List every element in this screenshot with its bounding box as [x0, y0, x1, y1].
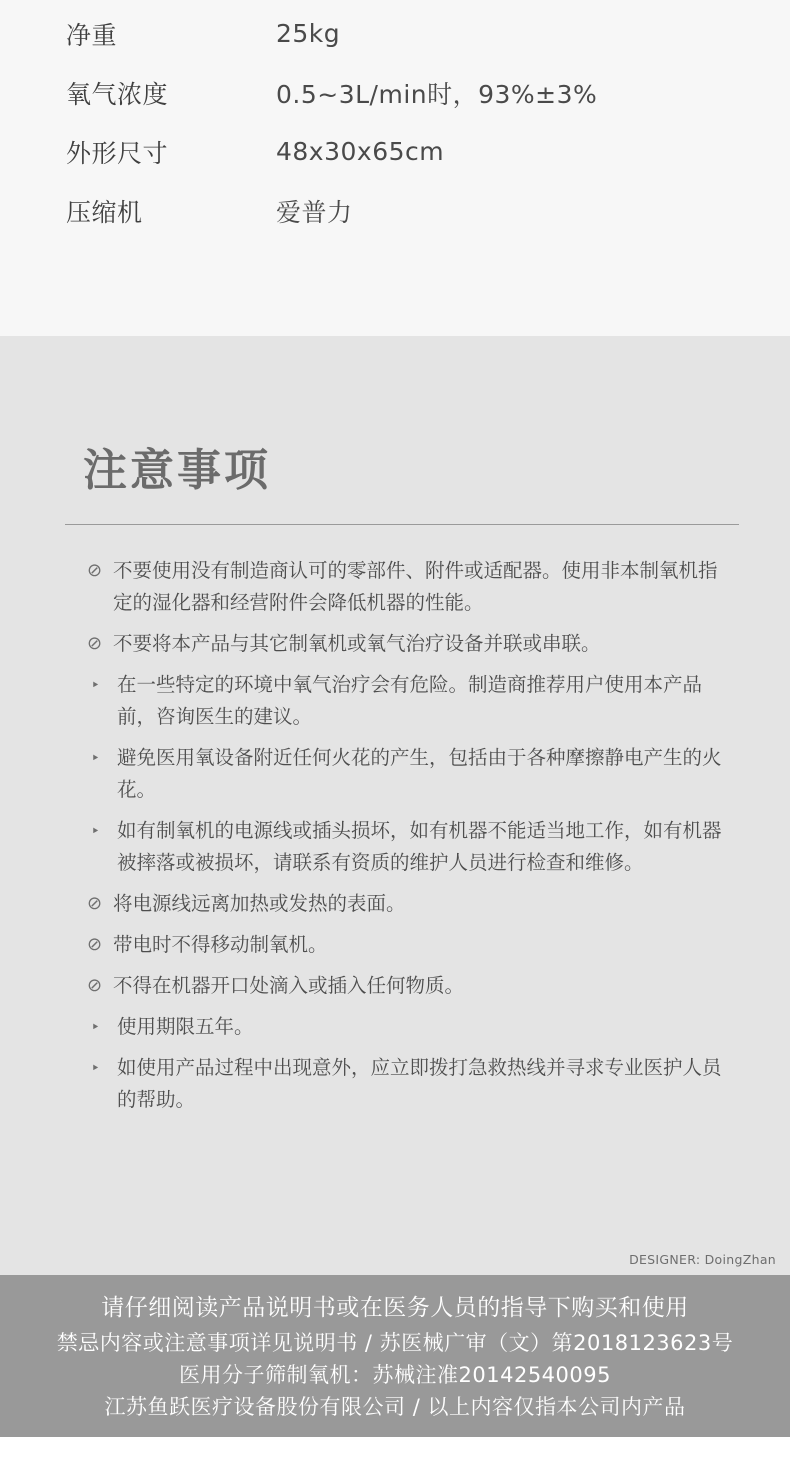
- spec-label: 氧气浓度: [66, 79, 169, 109]
- footer-line: 请仔细阅读产品说明书或在医务人员的指导下购买和使用: [101, 1295, 689, 1321]
- no-entry-icon: ⊘: [87, 934, 103, 955]
- list-item: [87, 970, 725, 1002]
- spec-value: 爱普力: [276, 197, 353, 227]
- list-item-text: 避免医用氧设备附近任何火花的产生，包括由于各种摩擦静电产生的火花。: [117, 746, 722, 801]
- list-item-text: 带电时不得移动制氧机。: [113, 933, 328, 956]
- arrow-icon: ‣: [91, 1059, 100, 1077]
- specification-section: [0, 0, 790, 336]
- no-entry-icon: ⊘: [87, 975, 103, 996]
- spec-label: 外形尺寸: [66, 138, 169, 168]
- list-item: [87, 1011, 725, 1043]
- list-item: [87, 929, 725, 961]
- arrow-icon: ‣: [91, 822, 100, 840]
- specification-table: [0, 4, 790, 240]
- spec-label: 净重: [66, 20, 118, 50]
- list-item-text: 如有制氧机的电源线或插头损坏，如有机器不能适当地工作，如有机器被摔落或被损坏，请联系有资质的维护人员进行检查和维修。: [117, 819, 722, 874]
- list-item-text: 将电源线远离加热或发热的表面。: [113, 892, 406, 915]
- notice-inner: [65, 434, 725, 1116]
- list-item-text: 不要使用没有制造商认可的零部件、附件或适配器。使用非本制氧机指定的湿化器和经营附件会降低机器的性能。: [113, 559, 718, 614]
- arrow-icon: ‣: [91, 749, 100, 767]
- arrow-icon: ‣: [91, 676, 100, 694]
- no-entry-icon: ⊘: [87, 633, 103, 654]
- footer-line: 医用分子筛制氧机：苏械注准20142540095: [179, 1363, 611, 1387]
- no-entry-icon: ⊘: [87, 893, 103, 914]
- designer-credit: DESIGNER: DoingZhan: [629, 1252, 776, 1267]
- spec-value: 48x30x65cm: [276, 137, 445, 166]
- spec-value: 0.5~3L/min时，93%±3%: [276, 79, 598, 109]
- list-item-text: 使用期限五年。: [117, 1015, 254, 1038]
- table-row: [0, 4, 790, 63]
- section-spacer: [0, 240, 790, 336]
- list-item: [87, 888, 725, 920]
- list-item: [87, 669, 725, 733]
- arrow-icon: ‣: [91, 1018, 100, 1036]
- spec-value: 25kg: [276, 19, 341, 48]
- divider: [65, 524, 739, 525]
- list-item: [87, 1052, 725, 1116]
- list-item-text: 在一些特定的环境中氧气治疗会有危险。制造商推荐用户使用本产品前，咨询医生的建议。: [117, 673, 703, 728]
- list-item: [87, 815, 725, 879]
- page-title: 注意事项: [83, 445, 271, 496]
- list-item-text: 不要将本产品与其它制氧机或氧气治疗设备并联或串联。: [113, 632, 601, 655]
- table-row: [0, 181, 790, 240]
- list-item-text: 如使用产品过程中出现意外，应立即拨打急救热线并寻求专业医护人员的帮助。: [117, 1056, 722, 1111]
- table-row: [0, 122, 790, 181]
- list-item-text: 不得在机器开口处滴入或插入任何物质。: [113, 974, 465, 997]
- no-entry-icon: ⊘: [87, 560, 103, 581]
- credit-strip: [0, 1211, 790, 1275]
- list-item: [87, 628, 725, 660]
- list-item: [87, 555, 725, 619]
- list-item: [87, 742, 725, 806]
- notice-section: [0, 336, 790, 1211]
- spec-label: 压缩机: [66, 197, 143, 227]
- footer-line: 禁忌内容或注意事项详见说明书 / 苏医械广审（文）第2018123623号: [56, 1331, 734, 1355]
- footer-line: 江苏鱼跃医疗设备股份有限公司 / 以上内容仅指本公司内产品: [104, 1395, 686, 1419]
- table-row: [0, 63, 790, 122]
- footer-disclaimer: [0, 1275, 790, 1437]
- notice-list: [65, 555, 725, 1116]
